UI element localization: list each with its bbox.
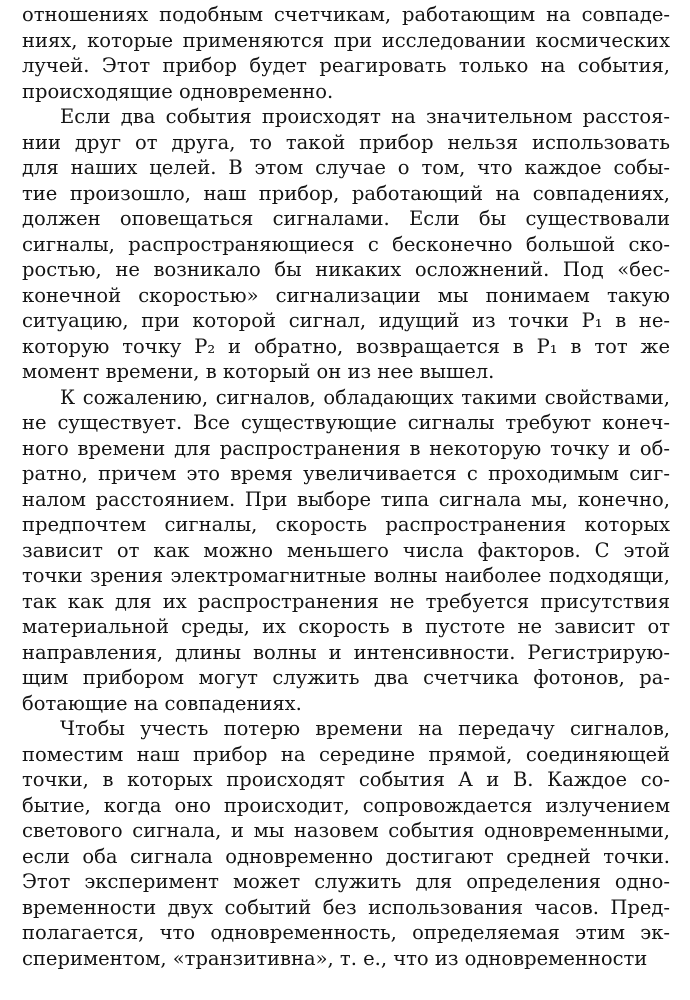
text-line: полагается, что одновременность, определяемая этим эк- (22, 921, 670, 944)
text-line: ного времени для распространения в некоторую точку и об- (22, 436, 670, 460)
paragraph-2 (22, 104, 670, 385)
text-line: направления, длины волны и интенсивности. Регистрирую- (22, 640, 670, 664)
text-line: налом расстоянием. При выборе типа сигнала мы, конечно, (22, 487, 670, 511)
text-line: лучей. Этот прибор будет реагировать только на события, (22, 54, 670, 77)
text-line: Если два события происходят на значительном расстоя- (60, 105, 670, 128)
text-line: отношениях подобным счетчикам, работающим на совпаде- (22, 3, 670, 26)
text-line: должен оповещаться сигналами. Если бы существовали (22, 207, 670, 230)
text-line: временности двух событий без использования часов. Пред- (22, 895, 670, 919)
text-line: К сожалению, сигналов, обладающих такими свойствами, (60, 385, 670, 409)
text-line: материальной среды, их скорость в пустоте не зависит от (22, 615, 670, 638)
text-line: Чтобы учесть потерю времени на передачу сигналов, (60, 717, 670, 740)
text-line: нии друг от друга, то такой прибор нельзя использовать (22, 130, 670, 154)
text-line: Этот эксперимент может служить для определения одно- (22, 870, 670, 893)
paragraph-4 (22, 716, 670, 971)
text-line: если оба сигнала одновременно достигают средней точки. (22, 844, 670, 868)
paragraph-3 (22, 385, 670, 717)
text-line: тие произошло, наш прибор, работающий на совпадениях, (22, 181, 670, 205)
text-line: зависит от как можно меньшего числа факторов. С этой (22, 538, 670, 562)
text-line: точки зрения электромагнитные волны наиболее подходящи, (22, 564, 670, 587)
text-line: конечной скоростью» сигнализации мы понимаем такую (22, 283, 670, 307)
text-line: момент времени, в который он из нее вышел. (22, 360, 495, 383)
text-line: ниях, которые применяются при исследовании космических (22, 28, 670, 52)
text-line: спериментом, «транзитивна», т. е., что из одновременности (22, 946, 648, 970)
text-line: ботающие на совпадениях. (22, 691, 302, 715)
text-line: поместим наш прибор на середине прямой, соединяющей (22, 742, 670, 766)
paragraph-1 (22, 2, 670, 104)
text-line: бытие, когда оно происходит, сопровождается излучением (22, 793, 670, 817)
text-line: предпочтем сигналы, скорость распространения которых (22, 513, 670, 536)
text-line: светового сигнала, и мы назовем события одновременными, (22, 819, 670, 842)
text-line: ратно, причем это время увеличивается с проходимым сиг- (22, 462, 670, 485)
text-line: щим прибором могут служить два счетчика фотонов, ра- (22, 666, 670, 689)
text-line: ростью, не возникало бы никаких осложнений. Под «бес- (22, 258, 670, 281)
text-line: происходящие одновременно. (22, 79, 334, 103)
text-line: для наших целей. В этом случае о том, что каждое собы- (22, 156, 670, 179)
text-line: так как для их распространения не требуется присутствия (22, 589, 670, 613)
text-line: ситуацию, при которой сигнал, идущий из точки P₁ в не- (22, 309, 670, 332)
text-line: которую точку P₂ и обратно, возвращается в P₁ в тот же (22, 334, 670, 358)
text-line: точки, в которых происходят события A и B. Каждое со- (22, 768, 670, 791)
text-line: сигналы, распространяющиеся с бесконечно большой ско- (22, 232, 670, 256)
text-line: не существует. Все существующие сигналы требуют конеч- (22, 411, 670, 434)
